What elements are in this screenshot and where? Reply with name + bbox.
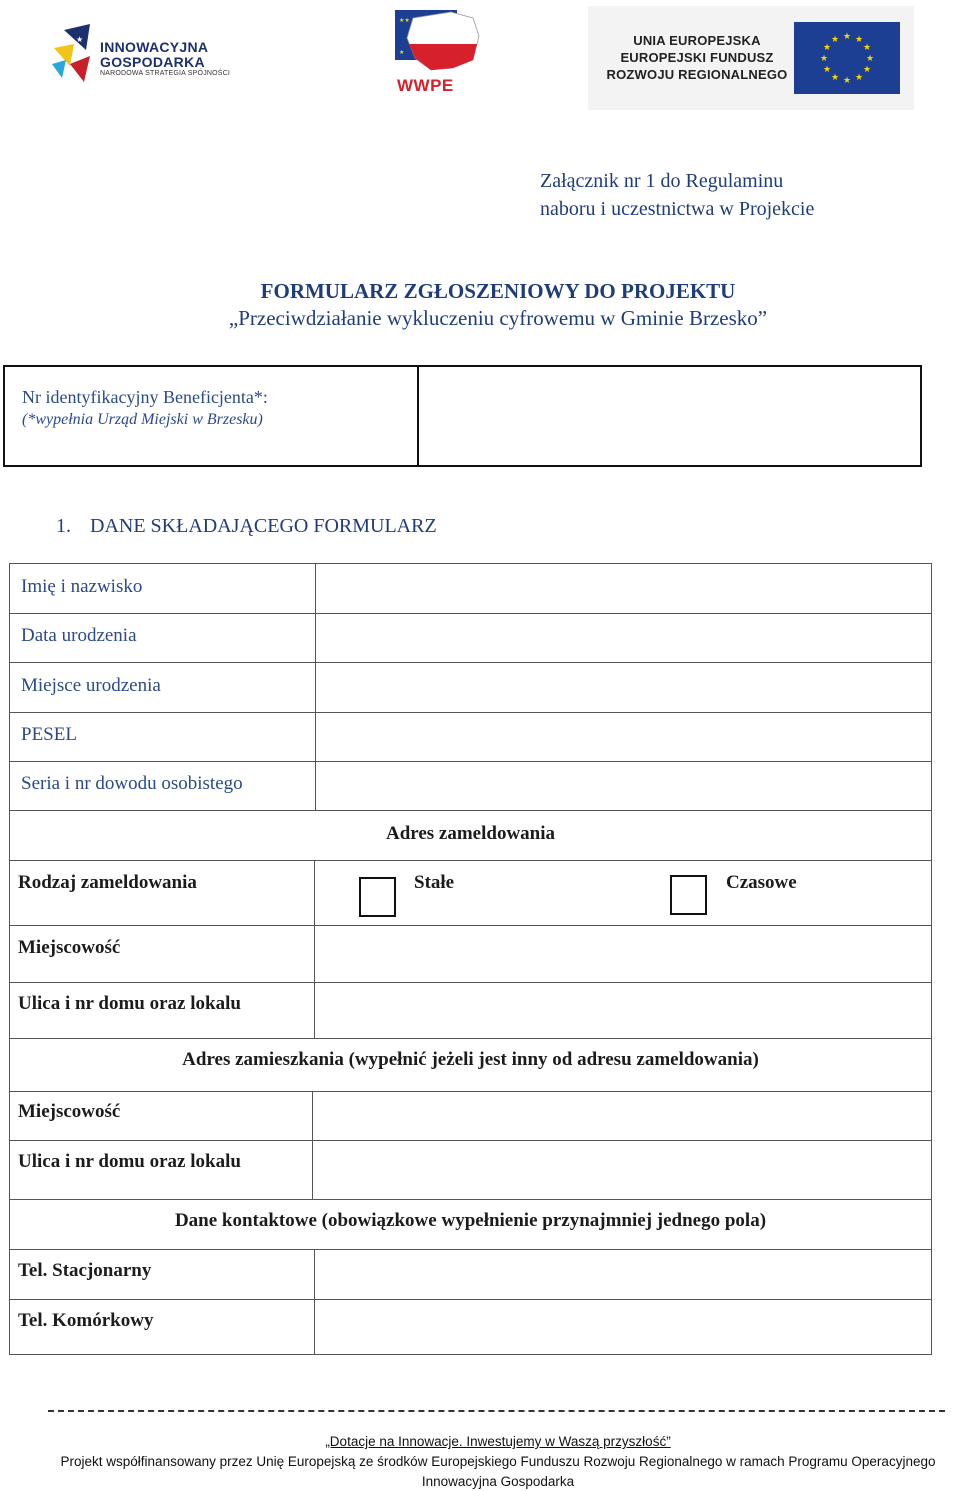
svg-text:★: ★	[830, 73, 840, 83]
registered-city-field[interactable]	[315, 925, 931, 982]
mobile-phone-label: Tel. Komórkowy	[18, 1310, 154, 1331]
wwpe-logo	[393, 8, 485, 100]
row-divider	[10, 860, 931, 861]
permanent-registration-label: Stałe	[414, 872, 455, 893]
svg-text:★: ★	[854, 35, 864, 45]
section-heading	[56, 515, 437, 538]
full-name-label: Imię i nazwisko	[21, 576, 143, 597]
applicant-form-table	[9, 563, 932, 1355]
pesel-field[interactable]	[316, 712, 931, 761]
annex-note	[540, 167, 814, 223]
permanent-registration-checkbox[interactable]	[359, 877, 396, 917]
form-title	[0, 278, 960, 332]
section-title: DANE SKŁADAJĄCEGO FORMULARZ	[90, 515, 437, 537]
eu-erdf-logo	[588, 6, 914, 110]
full-name-field[interactable]	[316, 564, 931, 613]
id-card-field[interactable]	[316, 761, 931, 810]
id-card-label: Seria i nr dowodu osobistego	[21, 773, 243, 794]
annex-line2: naboru i uczestnictwa w Projekcie	[540, 198, 815, 220]
svg-text:★: ★	[842, 76, 852, 86]
row-divider	[10, 1199, 931, 1200]
pesel-label: PESEL	[21, 724, 77, 745]
birth-place-field[interactable]	[316, 662, 931, 712]
svg-text:★★: ★★	[399, 18, 410, 24]
registered-city-label: Miejscowość	[18, 937, 121, 958]
landline-phone-field[interactable]	[315, 1249, 931, 1299]
svg-text:★: ★	[399, 50, 405, 56]
svg-text:★: ★	[830, 35, 840, 45]
eu-flag-icon	[794, 22, 900, 94]
ue-logo-line2: EUROPEJSKI FUNDUSZ	[620, 50, 774, 65]
innowacyjna-gospodarka-logo	[50, 22, 250, 88]
annex-line1: Załącznik nr 1 do Regulaminu	[540, 170, 784, 192]
svg-text:★: ★	[822, 65, 832, 75]
footer-dashed-separator	[48, 1410, 945, 1412]
registered-address-header: Adres zameldowania	[385, 823, 556, 844]
mobile-phone-field[interactable]	[315, 1299, 931, 1354]
ue-logo-line3: ROZWOJU REGIONALNEGO	[606, 67, 788, 82]
birth-date-field[interactable]	[316, 613, 931, 662]
row-divider	[10, 810, 931, 811]
registered-street-field[interactable]	[315, 982, 931, 1038]
footer-funding-note: Projekt współfinansowany przez Unię Europejską ze środków Europejskiego Funduszu Rozwoju Regionalnego w ramach Programu Operacyjnego	[60, 1454, 936, 1469]
ig-logo-line2: GOSPODARKA	[100, 54, 205, 70]
section-number: 1.	[56, 515, 71, 537]
svg-text:★: ★	[854, 73, 864, 83]
birth-date-label: Data urodzenia	[21, 625, 137, 646]
beneficiary-id-note: (*wypełnia Urząd Miejski w Brzesku)	[22, 411, 263, 428]
svg-text:★: ★	[862, 43, 872, 53]
registration-type-label: Rodzaj zameldowania	[18, 872, 197, 893]
registered-street-label: Ulica i nr domu oraz lokalu	[18, 993, 241, 1014]
wwpe-logo-text: WWPE	[397, 76, 454, 95]
svg-text:★: ★	[76, 35, 84, 44]
svg-text:★: ★	[822, 43, 832, 53]
contact-data-header: Dane kontaktowe (obowiązkowe wypełnienie przynajmniej jednego pola)	[174, 1210, 767, 1231]
row-divider	[10, 1038, 931, 1039]
residence-city-label: Miejscowość	[18, 1101, 121, 1122]
beneficiary-id-field[interactable]	[421, 367, 920, 465]
svg-text:★: ★	[865, 54, 875, 64]
residence-street-field[interactable]	[313, 1140, 931, 1199]
poland-map-flag-icon	[393, 8, 485, 76]
form-title-line2: „Przeciwdziałanie wykluczeniu cyfrowemu w Gminie Brzesko”	[228, 306, 768, 330]
svg-text:★: ★	[819, 54, 829, 64]
footer-slogan: „Dotacje na Innowacje. Inwestujemy w Waszą przyszłość”	[325, 1434, 671, 1449]
ue-logo-line1: UNIA EUROPEJSKA	[633, 33, 761, 48]
temporary-registration-label: Czasowe	[726, 872, 797, 893]
temporary-registration-checkbox[interactable]	[670, 875, 707, 915]
residence-street-label: Ulica i nr domu oraz lokalu	[18, 1151, 241, 1172]
beneficiary-id-label: Nr identyfikacyjny Beneficjenta*:	[22, 387, 268, 407]
ig-emblem-icon	[50, 24, 100, 86]
residence-address-header: Adres zamieszkania (wypełnić jeżeli jest inny od adresu zameldowania)	[182, 1049, 759, 1070]
id-box-divider	[417, 367, 419, 465]
beneficiary-id-box	[3, 365, 922, 467]
svg-text:★: ★	[862, 65, 872, 75]
footer-program-name: Innowacyjna Gospodarka	[421, 1474, 575, 1489]
ig-logo-line1: INNOWACYJNA	[100, 39, 209, 55]
residence-city-field[interactable]	[313, 1091, 931, 1140]
ig-logo-line3: NARODOWA STRATEGIA SPÓJNOŚCI	[100, 70, 231, 77]
form-title-line1: FORMULARZ ZGŁOSZENIOWY DO PROJEKTU	[260, 279, 736, 303]
birth-place-label: Miejsce urodzenia	[21, 675, 161, 696]
landline-phone-label: Tel. Stacjonarny	[18, 1260, 152, 1281]
svg-text:★: ★	[842, 32, 852, 42]
